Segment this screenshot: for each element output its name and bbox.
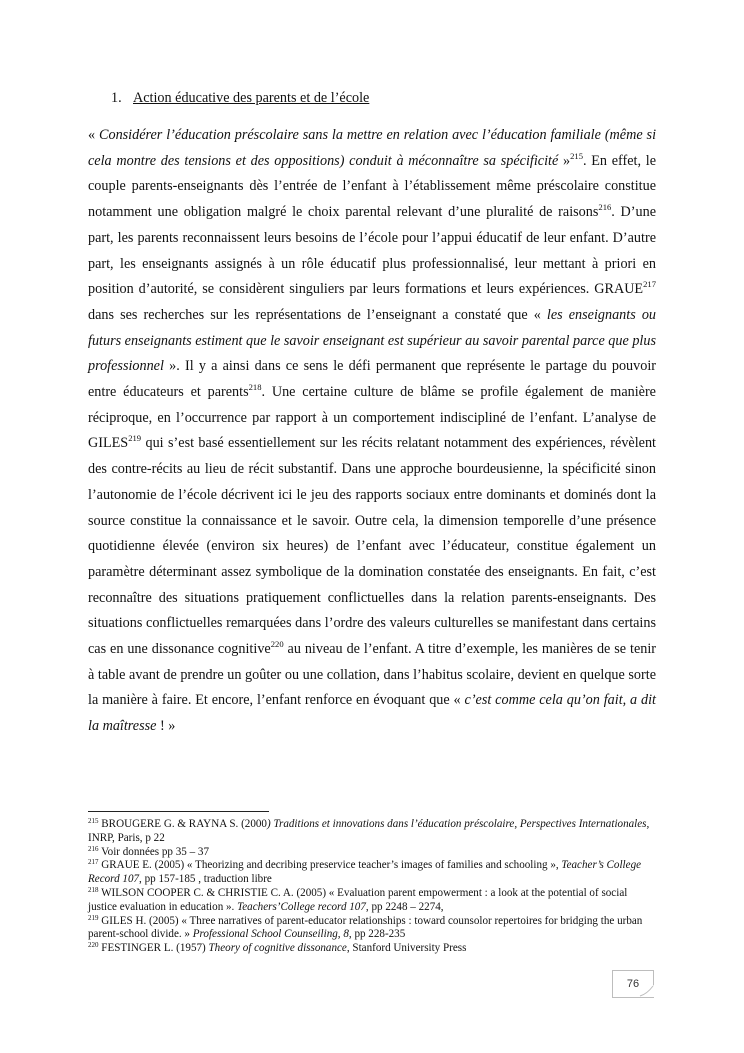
footnote-215 [88, 818, 656, 846]
footnote-ref-217[interactable]: 217 [643, 279, 656, 290]
footnote-text: INRP, Paris, p 22 [88, 831, 165, 844]
footnote-ref-216[interactable]: 216 [598, 202, 612, 213]
footnote-218 [88, 887, 656, 915]
section-heading [111, 89, 369, 107]
footnotes [88, 818, 656, 956]
footnote-text: , pp 157-185 , traduction libre [139, 873, 272, 886]
footnote-text: WILSON COOPER C. & CHRISTIE C. A. (2005) « Evaluation parent empowerment : a look at the potential of social justice evaluation in education ». [88, 886, 628, 913]
child-quote: c’est comme cela qu’on fait, a dit la maîtresse [88, 692, 656, 735]
footnote-text: GILES H. (2005) « Three narratives of parent-educator relationships : toward counsolor repertoires for bridging the urban parent-school divide. » [88, 914, 643, 941]
footnote-italic: Theory of cognitive dissonance [208, 942, 347, 955]
footnote-italic: Professional School Counseiling, 8 [192, 928, 349, 941]
footnote-number: 219 [88, 913, 99, 922]
body-text: . D’une part, les parents reconnaissent leurs besoins de l’école pour l’appui éducatif de leur enfant. D’autre part, les enseignants assignés à un rôle éducatif plus professionnalisé, leur mettant à priori en position d’autorité, se considèrent singuliers par leurs formations et leurs expériences. GRAUE [88, 204, 656, 298]
footnote-216 [88, 846, 656, 860]
quote-close: » [558, 152, 571, 169]
footnote-217 [88, 859, 656, 887]
footnote-text: BROUGERE G. & RAYNA S. (2000 [98, 818, 267, 830]
opening-quote: Considérer l’éducation préscolaire sans la mettre en relation avec l’éducation familiale (même si cela montre des tensions et des oppositions) conduit à méconnaître sa spécificité [88, 127, 657, 169]
section-number: 1. [111, 90, 122, 106]
footnote-number: 216 [88, 844, 99, 853]
body-text: au niveau de l’enfant. A titre d’exemple, les manières de se tenir à table avant de prendre un goûter ou une collation, dans l’habitus scolaire, devient en quelque sorte la manière à faire. Et encore, l’enfant renforce en évoquant que « [88, 641, 656, 709]
footnote-ref-219[interactable]: 219 [128, 433, 142, 444]
footnote-text: , pp 228-235 [348, 928, 406, 941]
footnote-text: FESTINGER L. (1957) [98, 942, 209, 955]
footnote-text: , pp 2248 – 2274, [365, 900, 444, 913]
body-text: . En effet, le couple parents-enseignants dès l’entrée de l’enfant à l’établissement même préscolaire constitue notamment une obligation malgré le choix parental relevant d’une pluralité de raisons [88, 152, 657, 221]
body-text: . Une certaine culture de blâme se profile également de manière réciproque, en l’occurrence par rapport à un comportement indiscipliné de l’enfant. L’analyse de GILES [88, 384, 656, 452]
page-curl-icon [638, 985, 654, 997]
section-title: Action éducative des parents et de l’école [133, 90, 370, 106]
footnote-ref-215[interactable]: 215 [570, 150, 583, 161]
footnote-text: , Stanford University Press [346, 942, 467, 955]
footnote-italic: ) Traditions et innovations dans l’éducation préscolaire, Perspectives Internationales, [266, 818, 650, 830]
footnote-text: GRAUE E. (2005) « Theorizing and decribing preservice teacher’s images of families and schooling », [98, 859, 559, 872]
footnote-ref-218[interactable]: 218 [248, 382, 262, 393]
graue-quote: les enseignants ou futurs enseignants estiment que le savoir enseignant est supérieur au savoir parental parce que plus professionnel [88, 306, 657, 375]
footnote-separator [88, 811, 269, 812]
footnote-number: 218 [88, 885, 99, 894]
body-text: qui s’est basé essentiellement sur les récits relatant notamment des expériences, révèlent des contre-récits au lieu de récit substantif. Dans une approche bourdeusienne, la spécificité sinon l’autonomie de l’école décrivent ici le jeu des rapports sociaux entre dominants et dominés dont la source constitue la connaissance et le savoir. Outre cela, la dimension temporelle d’une présence quotidienne élevée (environ six heures) de l’enfant avec l’éducateur, constitue également un paramètre déterminant assez symbolique de la domination constatée des enseignants. En fait, c’est reconnaître des situations pratiquement conflictuelles dans la relation parents-enseignants. Des situations conflictuelles remarquées dans l’ordre des valeurs culturelles se manifestant dans certains cas en une dissonance cognitive [88, 435, 656, 658]
footnote-number: 220 [88, 941, 99, 950]
footnote-italic: Teachers’College record 107 [237, 900, 366, 913]
footnote-219 [88, 915, 656, 943]
body-text: ». Il y a ainsi dans ce sens le défi permanent que représente le partage du pouvoir entre éducateurs et parents [88, 358, 656, 401]
page-number: 76 [626, 978, 640, 990]
footnote-text: Voir données pp 35 – 37 [98, 845, 210, 858]
footnote-number: 215 [88, 817, 99, 825]
body-text: dans ses recherches sur les représentations de l’enseignant a constaté que « [88, 306, 547, 323]
quote-open: « [88, 127, 100, 143]
footnote-220 [88, 942, 656, 956]
footnote-ref-220[interactable]: 220 [270, 639, 284, 650]
footnote-number: 217 [88, 858, 99, 867]
body-text: ! » [156, 718, 176, 735]
footnote-italic: Teacher’s College Record 107 [88, 859, 642, 886]
body-paragraph [88, 123, 656, 740]
